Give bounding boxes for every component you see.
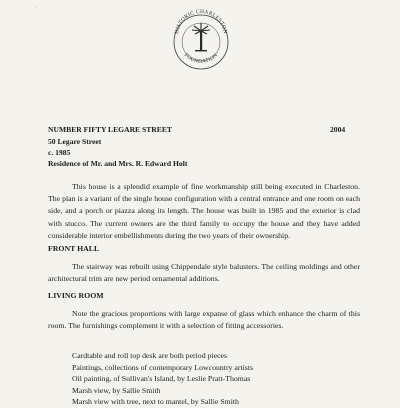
document-title: NUMBER FIFTY LEGARE STREET xyxy=(48,125,172,134)
residence-owners: Residence of Mr. and Mrs. R. Edward Holt xyxy=(48,159,188,168)
seal-top-text: HISTORIC CHARLESTON xyxy=(174,8,228,35)
living-room-items xyxy=(72,350,253,408)
construction-date: c. 1985 xyxy=(48,148,71,157)
list-item: Marsh view with tree, next to mantel, by Sallie Smith xyxy=(72,397,239,407)
list-item: Paintings, collections of contemporary Lowcountry artists xyxy=(72,362,254,372)
list-item: Cardtable and roll top desk are both period pieces xyxy=(72,351,228,360)
front-hall-heading: FRONT HALL xyxy=(48,244,100,253)
foundation-seal xyxy=(172,4,230,86)
page-marker: ' xyxy=(36,6,38,12)
svg-text:FOUNDATION xyxy=(183,52,219,65)
front-hall-paragraph: The stairway was rebuilt using Chippendale style balusters. The ceiling moldings and other architectural trim are new period ornamental additions. xyxy=(48,262,360,284)
document-year: 2004 xyxy=(330,125,346,134)
living-room-paragraph: Note the gracious proportions with large expanse of glass which enhance the charm of this room. The furnishings complement it with a selection of fitting accessories. xyxy=(48,309,360,331)
palmetto-tree-icon xyxy=(192,23,210,51)
intro-paragraph: This house is a splendid example of fine workmanship still being executed in Charleston. The plan is a variant of the single house configuration with a central entrance and one room on each side, and a porch or piazza along its length. The house was built in 1985 and the exterior is clad with stucco. The current owners are the third family to occupy the house and they have added considerable interior embellishments during the two years of their ownership. xyxy=(48,182,360,240)
seal-bottom-text: FOUNDATION xyxy=(182,52,220,65)
living-room-heading: LIVING ROOM xyxy=(48,291,104,300)
property-address: 50 Legare Street xyxy=(48,137,102,146)
list-item: Oil painting, of Sullivan's Island, by Leslie Pratt-Thomas xyxy=(72,374,251,384)
list-item: Marsh view, by Sallie Smith xyxy=(72,385,161,395)
